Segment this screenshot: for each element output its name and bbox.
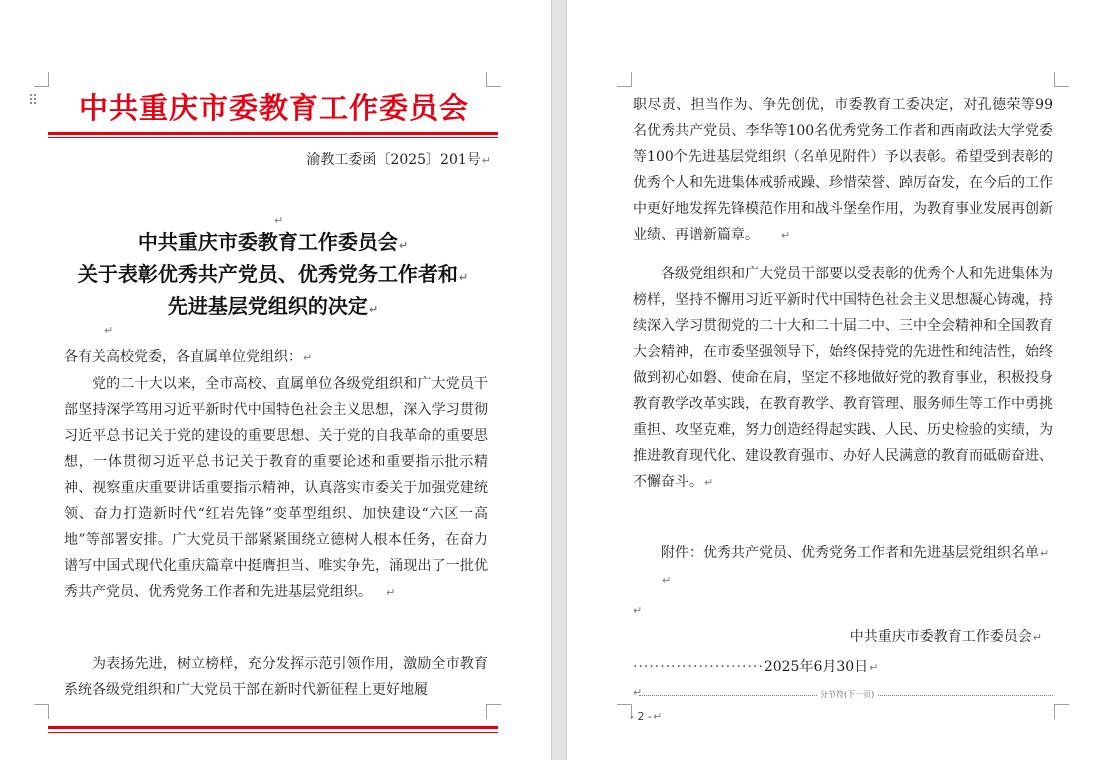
margin-corner-mark — [486, 704, 501, 719]
section-break-next-page — [633, 688, 1053, 702]
title-line-3: 先进基层党组织的决定↵ — [167, 294, 379, 318]
margin-corner-mark — [1054, 72, 1069, 87]
red-header-title: 中共重庆市委教育工作委员会 — [78, 91, 469, 125]
signature-organization: 中共重庆市委教育工作委员会↵ — [849, 629, 1042, 645]
paragraph-mark-icon: ↵ — [869, 661, 879, 674]
margin-corner-mark — [34, 704, 49, 719]
paragraph-mark-icon: ↵ — [662, 574, 672, 587]
paragraph-mark-icon: ↵ — [274, 214, 284, 227]
body-paragraph-3: 各级党组织和广大党员干部要以受表彰的优秀个人和先进集体为榜样，坚持不懈用习近平新时代中国特色社会主义思想凝心铸魂，持续深入学习贯彻党的二十大和二十届二中、三中全会精神和全国教育大会精神，在市委坚强领导下，始终保持党的先进性和纯洁性，始终做到初心如磐、使命在肩，坚定不移地做好党的教育事业，积极投身教育教学改革实践，在教育教学、教育管理、服务师生等工作中勇挑重担、攻坚克难，努力创造经得起实践、人民、历史检验的实绩，为推进教育现代化、建设教育强市、办好人民满意的教育而砥砺奋进、不懈奋斗。↵ — [633, 266, 1053, 490]
salutation: 各有关高校党委，各直属单位党组织：↵ — [64, 349, 313, 365]
paragraph-mark-icon: ↵ — [704, 476, 714, 489]
body-paragraph-2-start: 为表扬先进，树立榜样，充分发挥示范引领作用，激励全市教育系统各级党组织和广大党员干部在新时代新征程上更好地履 — [64, 656, 488, 698]
paragraph-mark-icon: ↵ — [781, 229, 791, 242]
margin-corner-mark — [617, 72, 632, 87]
signature-date-line — [633, 654, 1018, 681]
signature-date: 2025年6月30日 — [763, 659, 869, 675]
section-break-label: 分节符(下一页) — [817, 689, 877, 701]
document-number: 渝教工委函〔2025〕201号↵ — [306, 152, 491, 168]
margin-corner-mark — [1054, 704, 1069, 719]
page-number: - 2 -↵ — [630, 710, 663, 723]
paragraph-mark-icon: ↵ — [1032, 631, 1042, 644]
page-gap — [551, 0, 567, 760]
paragraph-mark-icon: ↵ — [104, 324, 114, 337]
paragraph-mark-icon: ↵ — [652, 710, 663, 723]
title-line-1: 中共重庆市委教育工作委员会↵ — [137, 230, 409, 254]
document-title — [48, 228, 498, 324]
title-line-2: 关于表彰优秀共产党员、优秀党务工作者和↵ — [77, 262, 469, 286]
margin-corner-mark — [486, 72, 501, 87]
paragraph-mark-icon: ↵ — [303, 351, 313, 364]
paragraph-mark-icon: ↵ — [368, 303, 379, 316]
body-paragraph-2-end: 职尽责、担当作为、争先创优，市委教育工委决定，对孔德荣等99名优秀共产党员、李华等100名优秀党务工作者和西南政法大学党委等100个先进基层党组织（名单见附件）予以表彰。希望受到表彰的优秀个人和先进集体戒骄戒躁、珍惜荣誉、踔厉奋发，在今后的工作中更好地发挥先锋模范作用和战斗堡垒作用，为教育事业发展再创新业绩、再谱新篇章。 ↵ — [633, 97, 1053, 243]
paragraph-mark-icon: ↵ — [458, 271, 469, 284]
paragraph-mark-icon: ↵ — [633, 686, 643, 699]
margin-corner-mark — [34, 72, 49, 87]
tab-leader-dots: ························ — [633, 659, 764, 675]
red-footer-rule-thin — [48, 732, 498, 733]
paragraph-mark-icon: ↵ — [481, 154, 491, 167]
paragraph-mark-icon: ↵ — [633, 604, 643, 617]
drag-handle-icon[interactable]: ⠿ — [28, 93, 38, 109]
body-paragraph-1: 党的二十大以来，全市高校、直属单位各级党组织和广大党员干部坚持深学笃用习近平新时代中国特色社会主义思想，深入学习贯彻习近平总书记关于党的建设的重要思想、关于党的自我革命的重要思想，一体贯彻习近平总书记关于教育的重要论述和重要指示批示精神、视察重庆重要讲话重要指示精神，认真落实市委关于加强党建统领、奋力打造新时代“红岩先锋”变革型组织、加快建设“六区一高地”等部署安排。广大党员干部紧紧围绕立德树人根本任务，在奋力谱写中国式现代化重庆篇章中挺膺担当、唯实争先，涌现出了一批优秀共产党员、优秀党务工作者和先进基层党组织。 ↵ — [64, 376, 488, 600]
red-header-rule-thin — [48, 137, 498, 138]
red-footer-rule — [48, 726, 498, 729]
paragraph-mark-icon: ↵ — [386, 586, 396, 599]
paragraph-mark-icon: ↵ — [398, 239, 409, 252]
red-header-rule — [48, 132, 498, 135]
attachment-note: 附件：优秀共产党员、优秀党务工作者和先进基层党组织名单↵ — [661, 545, 1050, 561]
paragraph-mark-icon: ↵ — [1040, 547, 1050, 560]
